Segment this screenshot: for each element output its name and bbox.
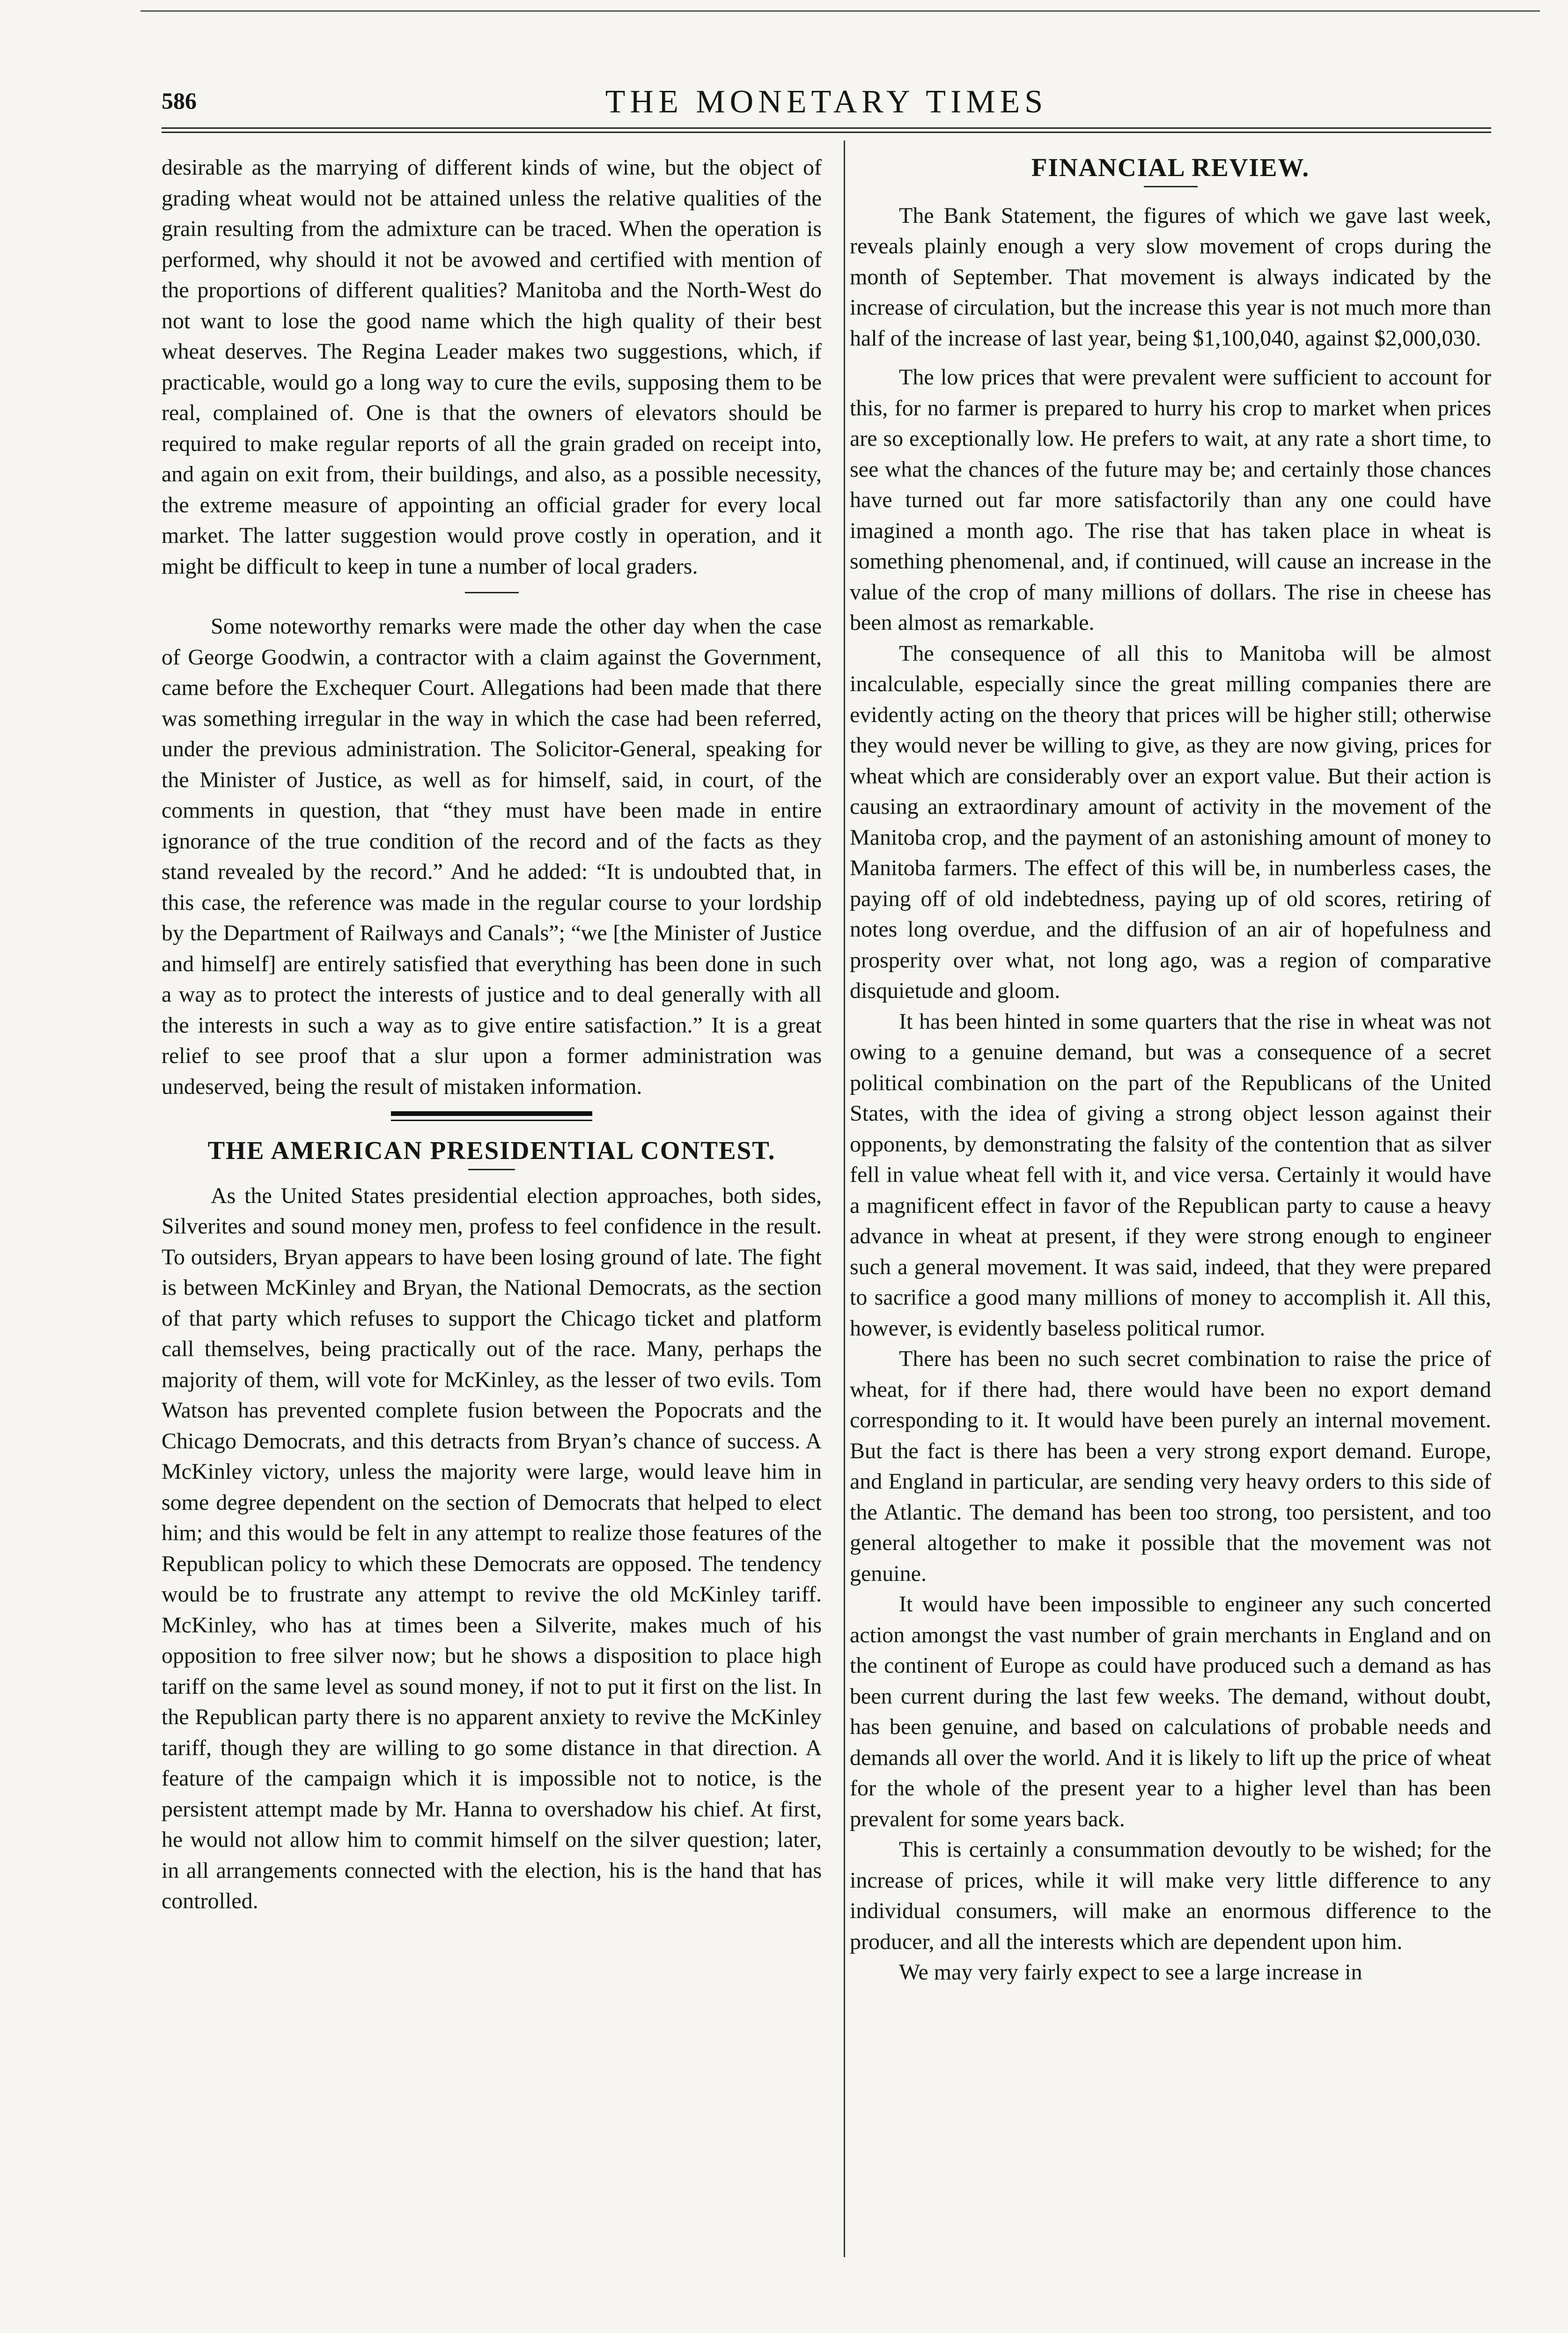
article-paragraph: Some noteworthy remarks were made the other day when the case of George Goodwin, a contractor with a claim against the Government, came before the Exchequer Court. Allegations had been made that there was something irregular in the way in which the case had been referred, under the previous administration. The Solicitor-General, speaking for the Minister of Justice, as well as for himself, said, in court, of the comments in question, that “they must have been made in entire ignorance of the true condition of the record and of the facts as they stand revealed by the record.” And he added: “It is undoubted that, in this case, the reference was made in the regular course to your lordship by the Department of Railways and Canals”; “we [the Minister of Justice and himself] are entirely satisfied that everything has been done in such a way as to protect the interests of justice and to deal generally with all the interests in such a way as to give entire satisfaction.” It is a great relief to see proof that a slur upon a former administration was undeserved, being the result of mistaken information. — [162, 614, 822, 1099]
article-paragraph: The low prices that were prevalent were sufficient to account for this, for no farmer is prepared to hurry his crop to market when prices are so exceptionally low. He prefers to wait, at any rate a short time, to see what the chances of the future may be; and certainly those chances have turned out far more satisfactorily than any one could have imagined a month ago. The rise that has taken place in wheat is something phenomenal, and, if continued, will cause an increase in the value of the crop of many millions of dollars. The rise in cheese has been almost as remarkable. — [850, 365, 1491, 635]
section-heading: THE AMERICAN PRESIDENTIAL CONTEST. — [207, 1136, 776, 1165]
column-divider — [844, 140, 845, 2257]
article-paragraph: There has been no such secret combination to raise the price of wheat, for if there had, there would have been no export demand corresponding to it. It would have been purely an internal movement. But the fact is there has been a very strong export demand. Europe, and England in particular, are sending very heavy orders to this side of the Atlantic. The demand has been too strong, too persistent, and too general altogether to make it possible that the movement was not genuine. — [850, 1346, 1491, 1586]
article-paragraph: It has been hinted in some quarters that the rise in wheat was not owing to a genuine demand, but was a consequence of a secret political combination on the part of the Republicans of the United States, with the idea of giving a strong object lesson against their opponents, by demonstrating the falsity of the contention that as silver fell in value wheat fell with it, and vice versa. Certainly it would have a magnificent effect in favor of the Republican party to cause a heavy advance in wheat at present, if they were strong enough to engineer such a general movement. It was said, indeed, that they were prepared to sacrifice a good many millions of money to accomplish it. All this, however, is evidently baseless political rumor. — [850, 1009, 1491, 1341]
page-number: 586 — [162, 88, 197, 114]
article-paragraph: This is certainly a consummation devoutly to be wished; for the increase of prices, while it will make very little difference to any individual consumers, will make an enormous difference to the producer, and all the interests which are dependent upon him. — [850, 1837, 1491, 1954]
header-double-rule — [162, 127, 1491, 133]
thin-divider-rule — [391, 1120, 592, 1121]
heavy-divider-rule — [391, 1111, 592, 1116]
page-header — [162, 83, 1491, 121]
heading-underline-rule — [1144, 186, 1198, 187]
article-paragraph: The consequence of all this to Manitoba will be almost incalculable, especially since the great milling companies there are evidently acting on the theory that prices will be higher still; otherwise they would never be willing to give, as they are now giving, prices for wheat which are considerably over an export value. But their action is causing an extraordinary amount of activity in the movement of the Manitoba crop, and the payment of an astonishing amount of money to Manitoba farmers. The effect of this will be, in numberless cases, the paying off of old indebtedness, paying up of old scores, retiring of notes long overdue, and the diffusion of an air of hopefulness and prosperity over what, not long ago, was a region of comparative disquietude and gloom. — [850, 641, 1491, 1003]
article-paragraph: The Bank Statement, the figures of which we gave last week, reveals plainly enough a very slow movement of crops during the month of September. That movement is always indicated by the increase of circulation, but the increase this year is not much more than half of the increase of last year, being $1,100,040, against $2,000,030. — [850, 203, 1491, 351]
right-column — [850, 152, 1491, 1988]
masthead-title: THE MONETARY TIMES — [605, 84, 1048, 120]
article-paragraph: desirable as the marrying of different kinds of wine, but the object of grading wheat would not be attained unless the relative qualities of the grain resulting from the admixture can be traced. When the operation is performed, why should it not be avowed and certified with mention of the proportions of different qualities? Manitoba and the North-West do not want to lose the good name which the high quality of their best wheat deserves. The Regina Leader makes two suggestions, which, if practicable, would go a long way to cure the evils, supposing them to be real, complained of. One is that the owners of elevators should be required to make regular reports of all the grain graded on receipt into, and again on exit from, their buildings, and also, as a possible necessity, the extreme measure of appointing an official grader for every local market. The latter suggestion would prove costly in operation, and it might be difficult to keep in tune a number of local graders. — [162, 155, 822, 579]
section-divider-rule — [465, 592, 519, 593]
article-paragraph: We may very fairly expect to see a large increase in — [899, 1960, 1362, 1985]
article-paragraph: It would have been impossible to engineer any such concerted action amongst the vast number of grain merchants in England and on the continent of Europe as could have produced such a demand as has been current during the last few weeks. The demand, without doubt, has been genuine, and based on calculations of probable needs and demands all over the world. And it is likely to lift up the price of wheat for the whole of the present year to a higher level than has been prevalent for some years back. — [850, 1592, 1491, 1831]
section-heading: FINANCIAL REVIEW. — [1031, 153, 1310, 182]
left-column — [162, 152, 822, 1917]
article-paragraph: As the United States presidential election approaches, both sides, Silverites and sound money men, profess to feel confidence in the result. To outsiders, Bryan appears to have been losing ground of late. The fight is between McKinley and Bryan, the National Democrats, as the section of that party which refuses to support the Chicago ticket and platform call themselves, being practically out of the race. Many, perhaps the majority of them, will vote for McKinley, as the lesser of two evils. Tom Watson has prevented complete fusion between the Popocrats and the Chicago Democrats, and this detracts from Bryan’s chance of success. A McKinley victory, unless the majority were large, would leave him in some degree dependent on the section of Democrats that helped to elect him; and this would be felt in any attempt to realize those features of the Republican policy to which these Democrats are opposed. The tendency would be to frustrate any attempt to revive the old McKinley tariff. McKinley, who has at times been a Silverite, makes much of his opposition to free silver now; but he shows a disposition to place high tariff on the same level as sound money, if not to put it first on the list. In the Republican party there is no apparent anxiety to revive the McKinley tariff, though they are willing to go some distance in that direction. A feature of the campaign which it is impossible not to notice, is the persistent attempt made by Mr. Hanna to overshadow his chief. At first, he would not allow him to commit himself on the silver question; later, in all arrangements connected with the election, his is the hand that has controlled. — [162, 1183, 822, 1913]
top-edge-rule — [140, 10, 1540, 12]
heading-underline-rule — [468, 1169, 515, 1170]
